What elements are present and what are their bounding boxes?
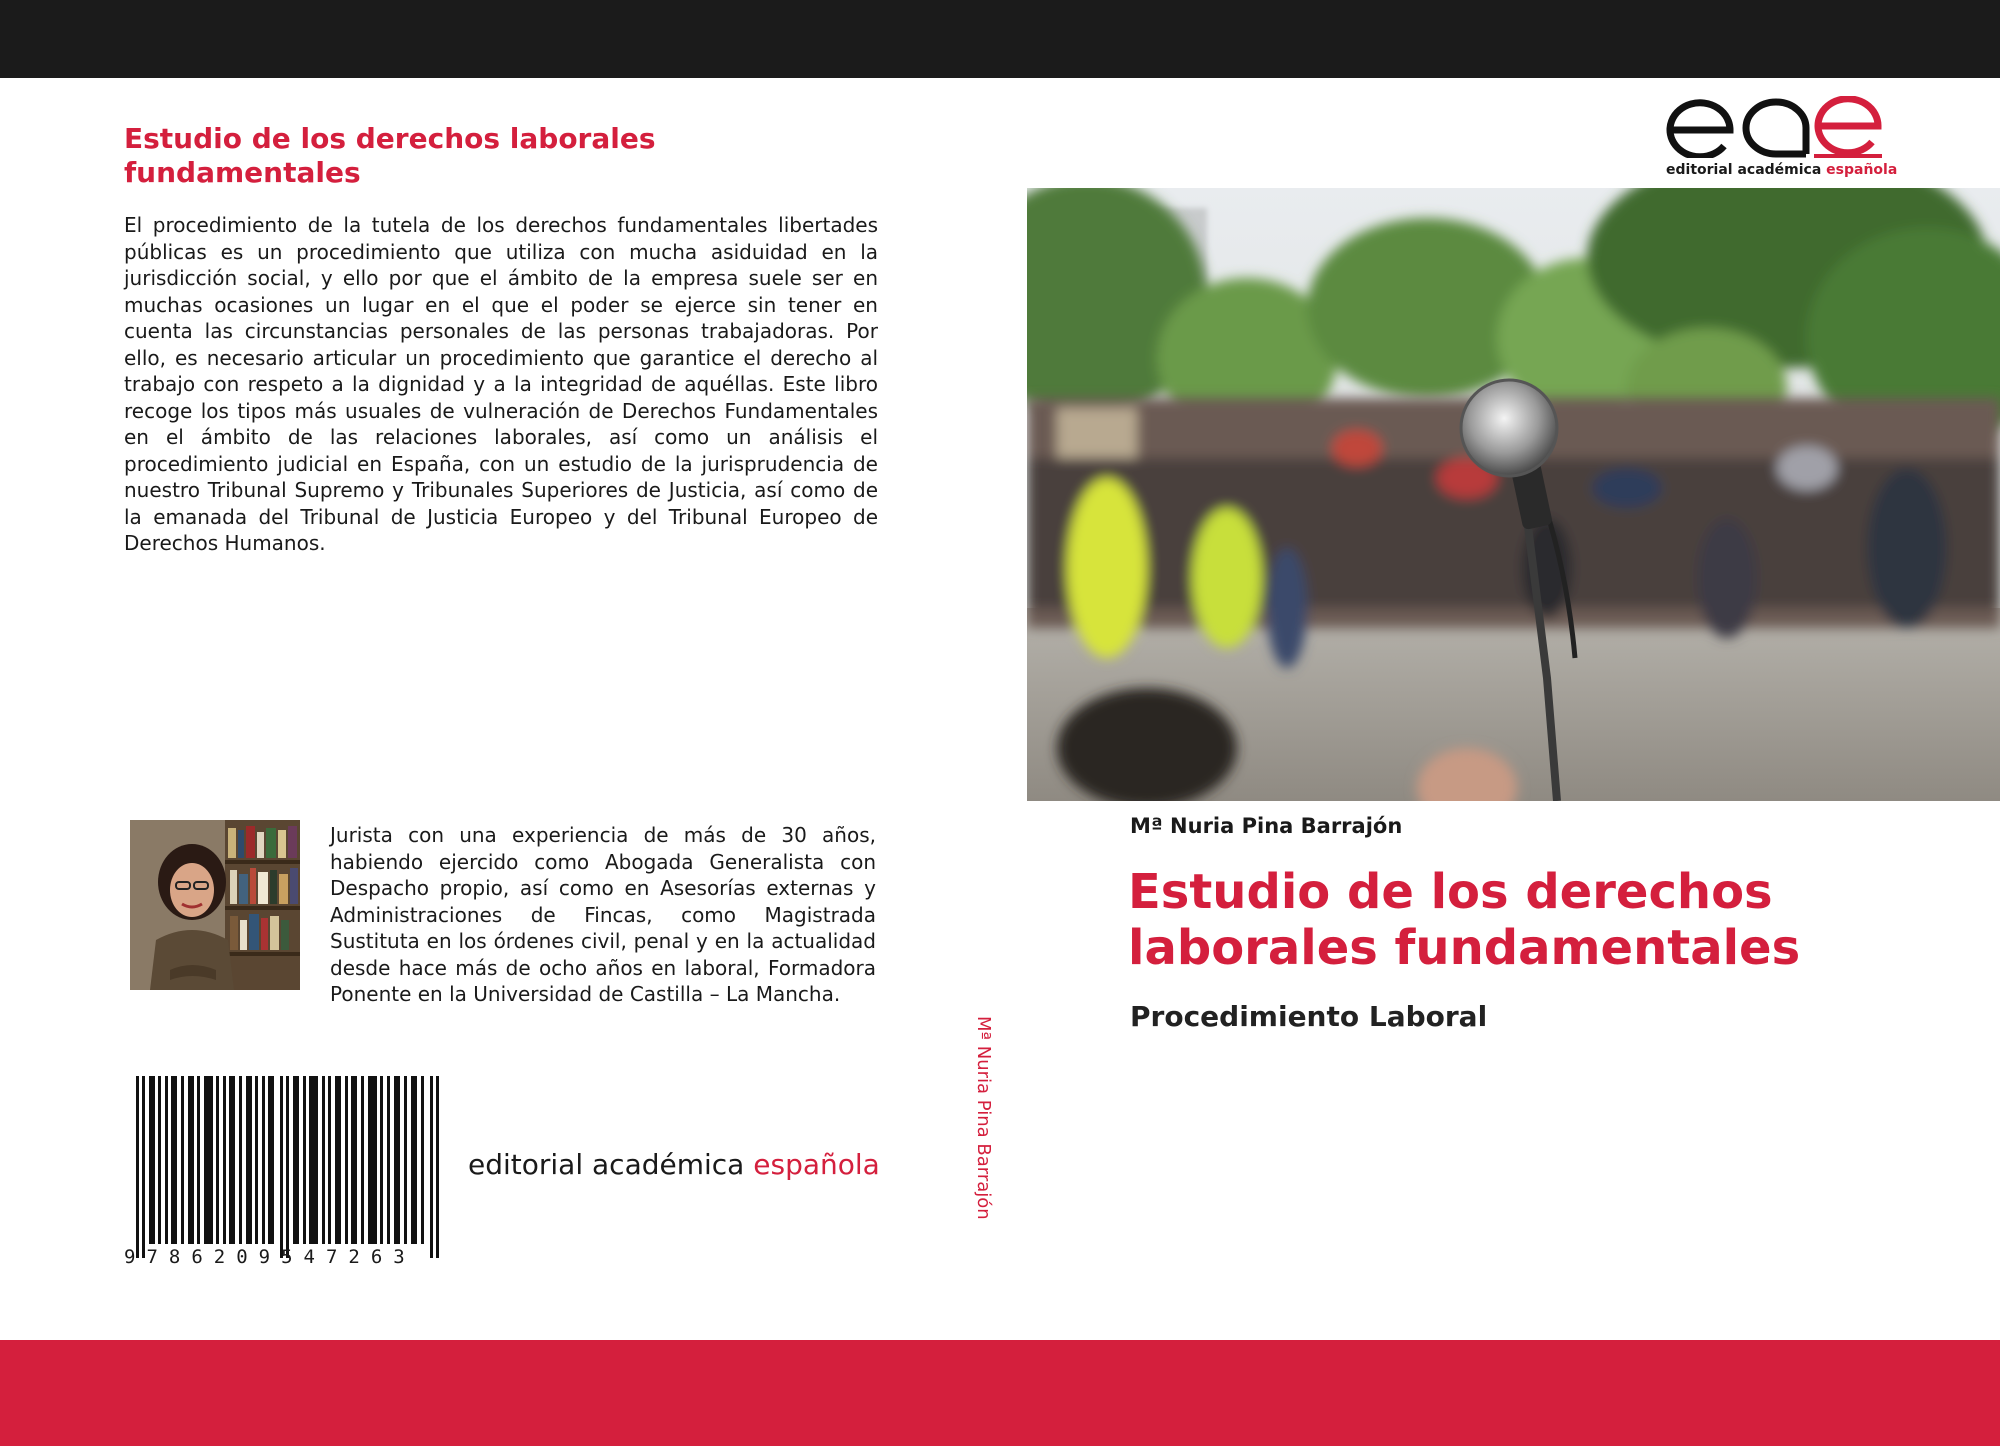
author-portrait-image [130, 820, 300, 990]
top-band [0, 0, 2000, 78]
author-photo [130, 820, 300, 990]
front-title: Estudio de los derechos laborales fundamentales [1128, 864, 1801, 976]
back-cover-title: Estudio de los derechos laborales fundamentales [124, 122, 656, 189]
publisher-name-accent: española [753, 1148, 880, 1181]
back-cover-blurb: El procedimiento de la tutela de los derechos fundamentales libertades públicas es un procedimiento que utiliza con mucha asiduidad en la jurisdicción social, y ello por que el ámbito de la empresa suele ser en muchas ocasiones un lugar en el que el poder se ejerce sin tener en cuenta las circunstancias personales de las personas trabajadoras. Por ello, es necesario articular un procedimiento que garantice el derecho al trabajo con respeto a la dignidad y a la integridad de aquéllas. Este libro recoge los tipos más usuales de vulneración de Derechos Fundamentales en el ámbito de las relaciones laborales, así como un análisis el procedimiento judicial en España, con un estudio de la jurisprudencia de nuestro Tribunal Supremo y Tribunales Superiores de Justicia, así como de la emanada del Tribunal de Justicia Europeo y del Tribunal Europeo de Derechos Humanos. [124, 213, 878, 555]
front-subtitle: Procedimiento Laboral [1130, 1000, 1488, 1033]
spine-author: Mª Nuria Pina Barrajón [973, 1016, 994, 1220]
logo-caption-accent: española [1826, 162, 1898, 178]
isbn-digits: 9786209547263 [124, 1246, 416, 1268]
publisher-name-main: editorial académica [468, 1148, 754, 1181]
bottom-band [0, 1340, 2000, 1446]
logo-caption-main: editorial académica [1666, 162, 1827, 178]
eae-logo-icon [1664, 96, 1886, 158]
isbn-barcode [124, 1076, 454, 1266]
crowd-microphone-image [1027, 188, 2000, 801]
logo-caption [1666, 162, 1897, 178]
publisher-logo [1664, 96, 1898, 188]
author-bio: Jurista con una experiencia de más de 30 años, habiendo ejercido como Abogada Generalista con Despacho propio, así como en Asesorías externas y Administraciones de Fincas, como Magistrada Sustituta en los órdenes civil, penal y en la actualidad desde hace más de ocho años en laboral, Formadora Ponente en la Universidad de Castilla – La Mancha. [330, 823, 876, 1006]
front-author: Mª Nuria Pina Barrajón [1130, 814, 1403, 838]
cover-photo [1027, 188, 2000, 801]
back-publisher-wordmark [468, 1148, 888, 1181]
